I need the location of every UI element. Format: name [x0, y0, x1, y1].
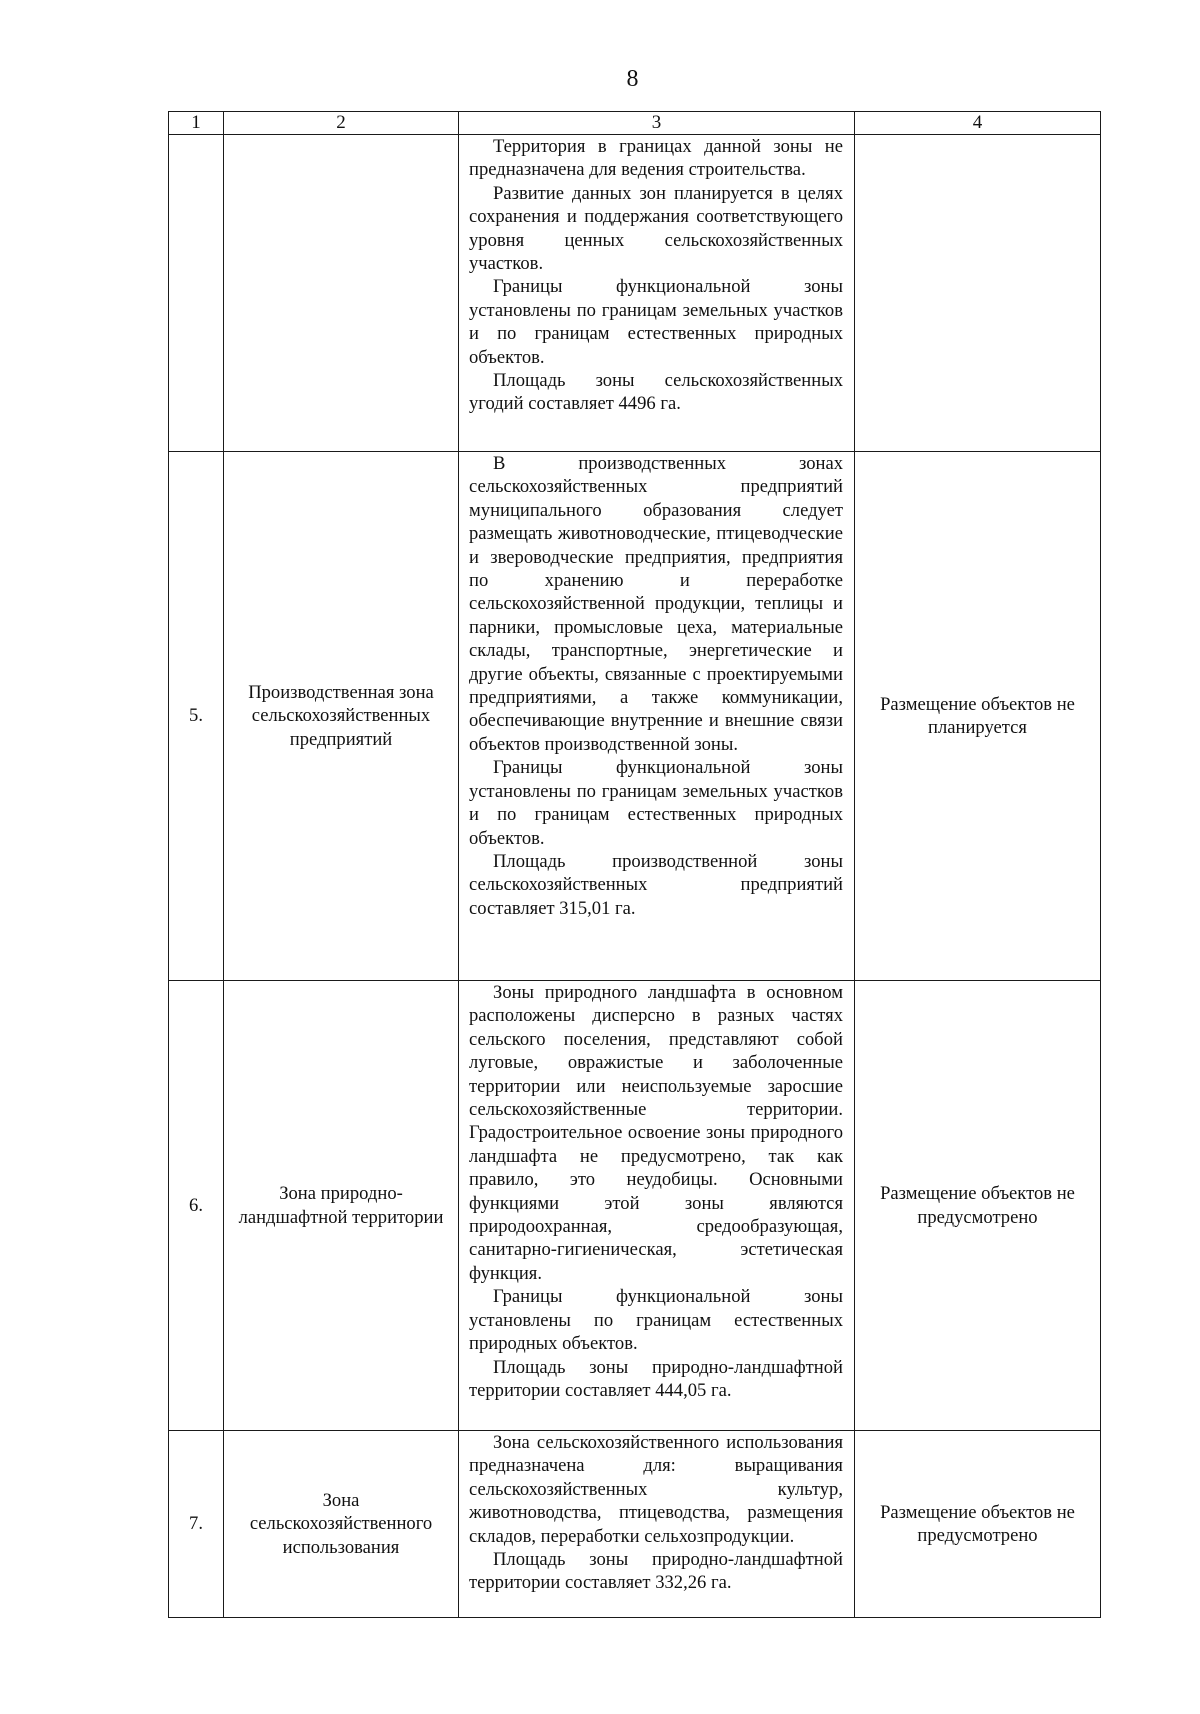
row-number: 7. — [169, 1431, 224, 1618]
zone-description — [459, 981, 855, 1431]
row-number — [169, 135, 224, 452]
description-paragraph: Территория в границах данной зоны не предназначена для ведения строительства. — [469, 136, 843, 181]
column-header-2: 2 — [224, 112, 459, 135]
zone-name — [224, 135, 459, 452]
zone-description — [459, 1431, 855, 1618]
zone-description — [459, 452, 855, 981]
description-paragraph: Границы функциональной зоны установлены по границам естественных природных объектов. — [469, 1286, 843, 1355]
description-paragraph: Границы функциональной зоны установлены по границам земельных участков и по границам естественных природных объектов. — [469, 276, 843, 368]
page-number: 8 — [626, 66, 639, 92]
zone-name: Зона сельскохозяйственного использования — [224, 1431, 459, 1618]
column-header-3: 3 — [459, 112, 855, 135]
description-paragraph: Границы функциональной зоны установлены по границам земельных участков и по границам естественных природных объектов. — [469, 757, 843, 849]
description-paragraph: Площадь зоны сельскохозяйственных угодий составляет 4496 га. — [469, 370, 843, 415]
column-header-4: 4 — [855, 112, 1101, 135]
row-number: 5. — [169, 452, 224, 981]
column-header-1: 1 — [169, 112, 224, 135]
planned-measures: Размещение объектов не предусмотрено — [855, 981, 1101, 1431]
description-paragraph: Площадь производственной зоны сельскохозяйственных предприятий составляет 315,01 га. — [469, 850, 843, 919]
description-paragraph: Площадь зоны природно-ландшафтной территории составляет 332,26 га. — [469, 1549, 843, 1594]
functional-zones-table — [168, 111, 1101, 1618]
planned-measures: Размещение объектов не предусмотрено — [855, 1431, 1101, 1618]
description-paragraph: Развитие данных зон планируется в целях сохранения и поддержания соответствующего уровня ценных сельскохозяйственных участков. — [469, 182, 843, 275]
description-paragraph: В производственных зонах сельскохозяйственных предприятий муниципального образования следует размещать животноводческие, птицеводческие и звероводческие предприятия, предприятия по хранению и переработке сельскохозяйственной продукции, теплицы и парники, промысловые цеха, материальные склады, транспортные, энергетические и другие объекты, связанные с проектируемыми предприятиями, а также коммуникации, обеспечивающие внутренние и внешние связи объектов производственной зоны. — [469, 453, 843, 755]
table-row — [169, 981, 1101, 1431]
table-row — [169, 135, 1101, 452]
description-paragraph: Зона сельскохозяйственного использования предназначена для: выращивания сельскохозяйственных культур, животноводства, птицеводства, размещения складов, переработки сельхозпродукции. — [469, 1432, 843, 1547]
description-paragraph: Площадь зоны природно-ландшафтной территории составляет 444,05 га. — [469, 1356, 843, 1401]
zone-name: Производственная зона сельскохозяйственных предприятий — [224, 452, 459, 981]
planned-measures: Размещение объектов не планируется — [855, 452, 1101, 981]
row-number: 6. — [169, 981, 224, 1431]
zone-name: Зона природно-ландшафтной территории — [224, 981, 459, 1431]
description-paragraph: Зоны природного ландшафта в основном расположены дисперсно в разных частях сельского поселения, представляют собой луговые, овражистые и заболоченные территории или неиспользуемые заросшие сельскохозяйственные территории. Градостроительное освоение зоны природного ландшафта не предусмотрено, так как правило, это неудобицы. Основными функциями этой зоны являются природоохранная, средообразующая, санитарно-гигиеническая, эстетическая функция. — [469, 982, 843, 1284]
table-header-row — [169, 112, 1101, 135]
table-row — [169, 1431, 1101, 1618]
table-row — [169, 452, 1101, 981]
planned-measures — [855, 135, 1101, 452]
zone-description — [459, 135, 855, 452]
